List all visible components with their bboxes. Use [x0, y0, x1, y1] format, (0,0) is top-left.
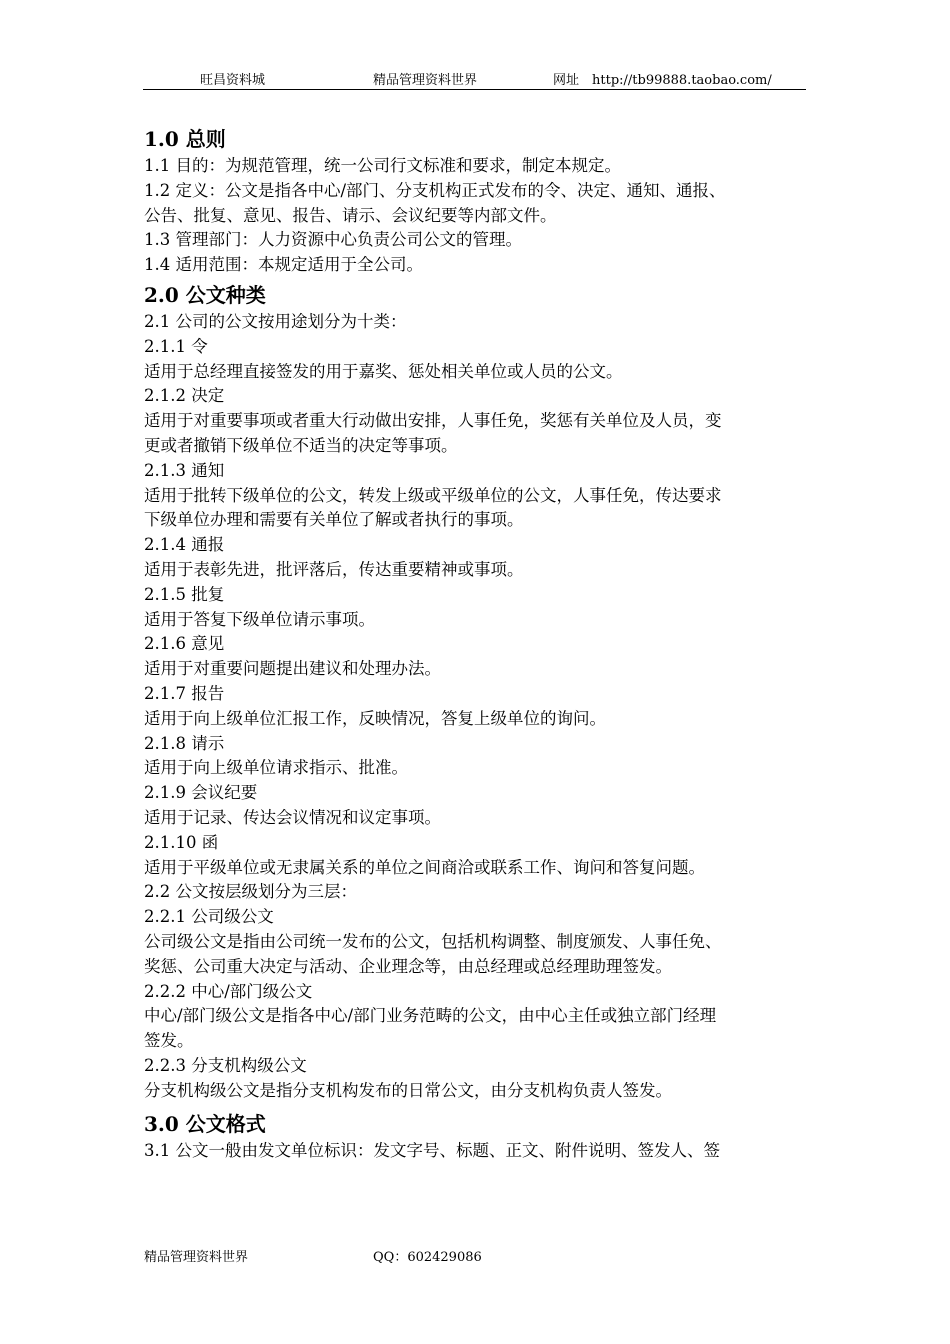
paragraph-line: 适用于批转下级单位的公文，转发上级或平级单位的公文，人事任免，传达要求: [144, 485, 722, 505]
paragraph-line: 2.2.1 公司级公文: [144, 907, 274, 927]
paragraph-line: 适用于对重要问题提出建议和处理办法。: [144, 659, 441, 679]
paragraph-line: 2.1.4 通报: [144, 535, 225, 555]
paragraph-line: 2.1 公司的公文按用途划分为十类：: [144, 311, 407, 331]
paragraph-line: 签发。: [144, 1031, 194, 1051]
header-url: 网址 http://tb99888.taobao.com/: [553, 73, 772, 88]
paragraph-line: 适用于向上级单位汇报工作，反映情况，答复上级单位的询问。: [144, 708, 606, 728]
page-header: [143, 67, 806, 90]
paragraph-line: 公司级公文是指由公司统一发布的公文，包括机构调整、制度颁发、人事任免、: [144, 931, 722, 951]
paragraph-line: 2.1.10 函: [144, 832, 219, 852]
paragraph-line: 1.3 管理部门：人力资源中心负责公司公文的管理。: [144, 230, 522, 250]
paragraph-line: 1.4 适用范围：本规定适用于全公司。: [144, 255, 423, 275]
paragraph-line: 2.1.3 通知: [144, 460, 225, 480]
paragraph-line: 适用于表彰先进，批评落后，传达重要精神或事项。: [144, 559, 524, 579]
header-slogan: 精品管理资料世界: [373, 73, 478, 88]
paragraph-line: 适用于答复下级单位请示事项。: [144, 609, 375, 629]
paragraph-line: 2.1.6 意见: [144, 634, 225, 654]
paragraph-line: 1.2 定义：公文是指各中心/部门、分支机构正式发布的令、决定、通知、通报、: [144, 180, 726, 200]
paragraph-line: 适用于平级单位或无隶属关系的单位之间商洽或联系工作、询问和答复问题。: [144, 857, 705, 877]
paragraph-line: 2.2.3 分支机构级公文: [144, 1055, 307, 1075]
section-heading: 1.0 总则: [144, 127, 226, 151]
paragraph-line: 下级单位办理和需要有关单位了解或者执行的事项。: [144, 510, 524, 530]
paragraph-line: 适用于向上级单位请求指示、批准。: [144, 758, 408, 778]
header-site-name: 旺昌资料城: [200, 73, 266, 88]
paragraph-line: 1.1 目的：为规范管理，统一公司行文标准和要求，制定本规定。: [144, 156, 621, 175]
paragraph-line: 2.1.8 请示: [144, 733, 225, 753]
section-general: [144, 124, 809, 278]
paragraph-line: 适用于对重要事项或者重大行动做出安排，人事任免，奖惩有关单位及人员，变: [144, 411, 722, 431]
section-heading: 2.0 公文种类: [144, 282, 266, 307]
footer-qq: QQ：602429086: [373, 1250, 482, 1265]
paragraph-line: 适用于总经理直接签发的用于嘉奖、惩处相关单位或人员的公文。: [144, 361, 623, 381]
paragraph-line: 2.2 公文按层级划分为三层：: [144, 882, 357, 902]
paragraph-line: 公告、批复、意见、报告、请示、会议纪要等内部文件。: [144, 205, 557, 225]
paragraph-line: 2.1.9 会议纪要: [144, 783, 258, 803]
paragraph-line: 中心/部门级公文是指各中心/部门业务范畴的公文，由中心主任或独立部门经理: [144, 1006, 717, 1026]
paragraph-line: 更或者撤销下级单位不适当的决定等事项。: [144, 435, 458, 455]
paragraph-line: 2.1.1 令: [144, 336, 208, 356]
paragraph-line: 分支机构级公文是指分支机构发布的日常公文，由分支机构负责人签发。: [144, 1080, 672, 1100]
paragraph-line: 2.2.2 中心/部门级公文: [144, 981, 313, 1001]
document-body: [144, 124, 809, 1164]
paragraph-line: 2.1.7 报告: [144, 683, 225, 703]
paragraph-line: 2.1.2 决定: [144, 386, 225, 406]
section-heading: 3.0 公文格式: [144, 1112, 266, 1137]
footer-slogan: 精品管理资料世界: [144, 1250, 249, 1265]
section-document-format: [144, 1109, 809, 1164]
paragraph-line: 2.1.5 批复: [144, 584, 225, 604]
paragraph-line: 奖惩、公司重大决定与活动、企业理念等，由总经理或总经理助理签发。: [144, 956, 672, 976]
paragraph-line: 3.1 公文一般由发文单位标识：发文字号、标题、正文、附件说明、签发人、签: [144, 1141, 720, 1161]
paragraph-line: 适用于记录、传达会议情况和议定事项。: [144, 807, 441, 827]
section-document-types: [144, 280, 809, 1104]
